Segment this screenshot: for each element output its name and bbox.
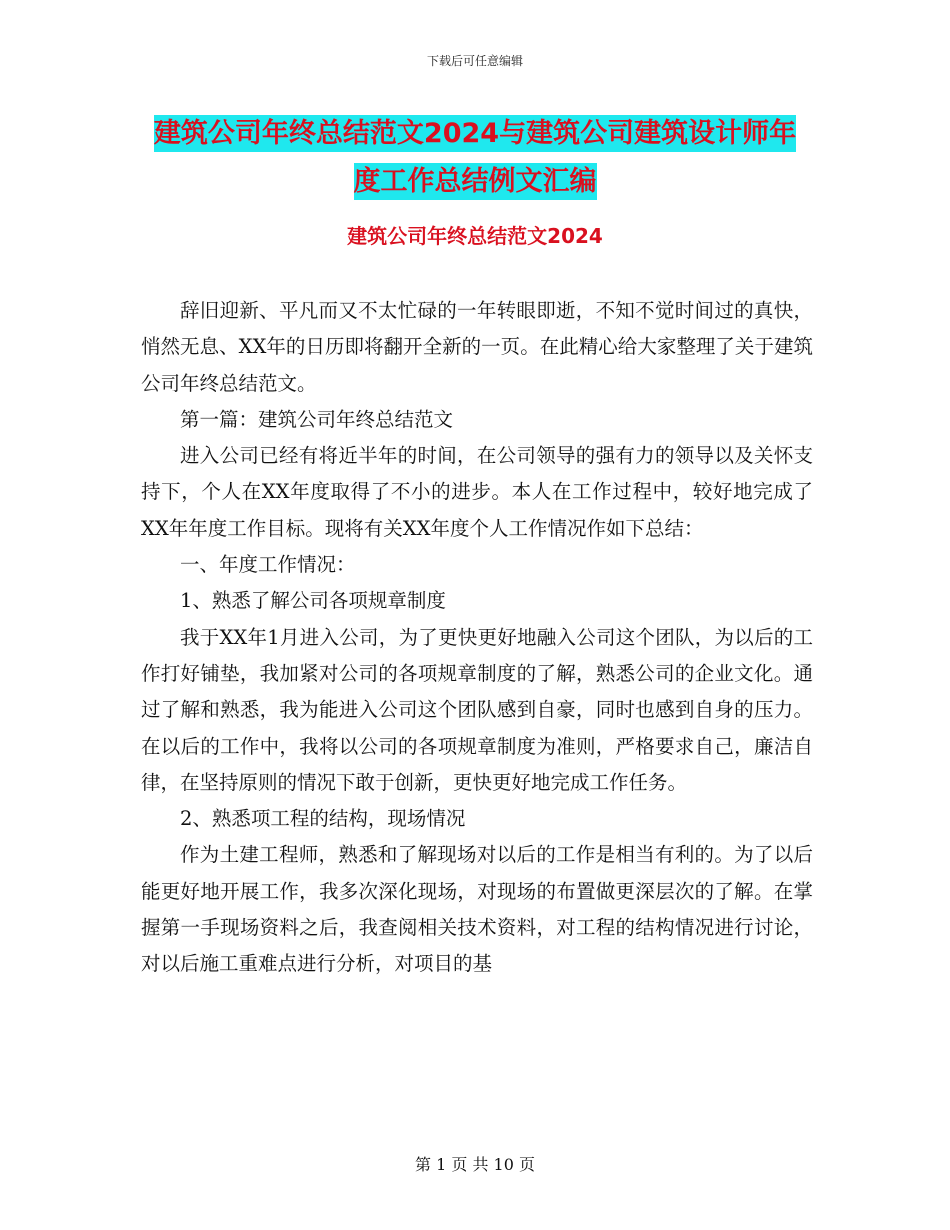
paragraph: 辞旧迎新、平凡而又不太忙碌的一年转眼即逝，不知不觉时间过的真快，悄然无息、XX年的日历即将翻开全新的一页。在此精心给大家整理了关于建筑公司年终总结范文。 — [141, 299, 813, 395]
paragraph: 进入公司已经有将近半年的时间，在公司领导的强有力的领导以及关怀支持下，个人在XX年度取得了不小的进步。本人在工作过程中，较好地完成了XX年年度工作目标。现将有关XX年度个人工作情况作如下总结： — [141, 444, 813, 540]
paragraph: 一、年度工作情况： — [180, 553, 356, 577]
page-footer: 第 1 页 共 10 页 — [415, 1155, 535, 1174]
page-header: 下载后可任意编辑 — [426, 54, 523, 68]
paragraph: 第一篇：建筑公司年终总结范文 — [180, 407, 454, 431]
paragraph: 作为土建工程师，熟悉和了解现场对以后的工作是相当有利的。为了以后能更好地开展工作，我多次深化现场，对现场的布置做更深层次的了解。在掌握第一手现场资料之后，我查阅相关技术资料，对工程的结构情况进行讨论，对以后施工重难点进行分析，对项目的基 — [141, 843, 813, 976]
paragraph: 我于XX年1月进入公司，为了更快更好地融入公司这个团队，为以后的工作打好铺垫，我加紧对公司的各项规章制度的了解，熟悉公司的企业文化。通过了解和熟悉，我为能进入公司这个团队感到自豪，同时也感到自身的压力。在以后的工作中，我将以公司的各项规章制度为准则，严格要求自己，廉洁自律，在坚持原则的情况下敢于创新，更快更好地完成工作任务。 — [141, 625, 813, 794]
paragraph: 2、熟悉项工程的结构，现场情况 — [180, 807, 466, 831]
section-title: 建筑公司年终总结范文2024 — [347, 224, 603, 248]
document-title-line-1: 建筑公司年终总结范文2024与建筑公司建筑设计师年 — [154, 115, 796, 152]
paragraph: 1、熟悉了解公司各项规章制度 — [180, 589, 446, 613]
document-title-line-2: 度工作总结例文汇编 — [354, 163, 597, 200]
body-text — [141, 293, 813, 983]
document-title — [140, 110, 810, 206]
